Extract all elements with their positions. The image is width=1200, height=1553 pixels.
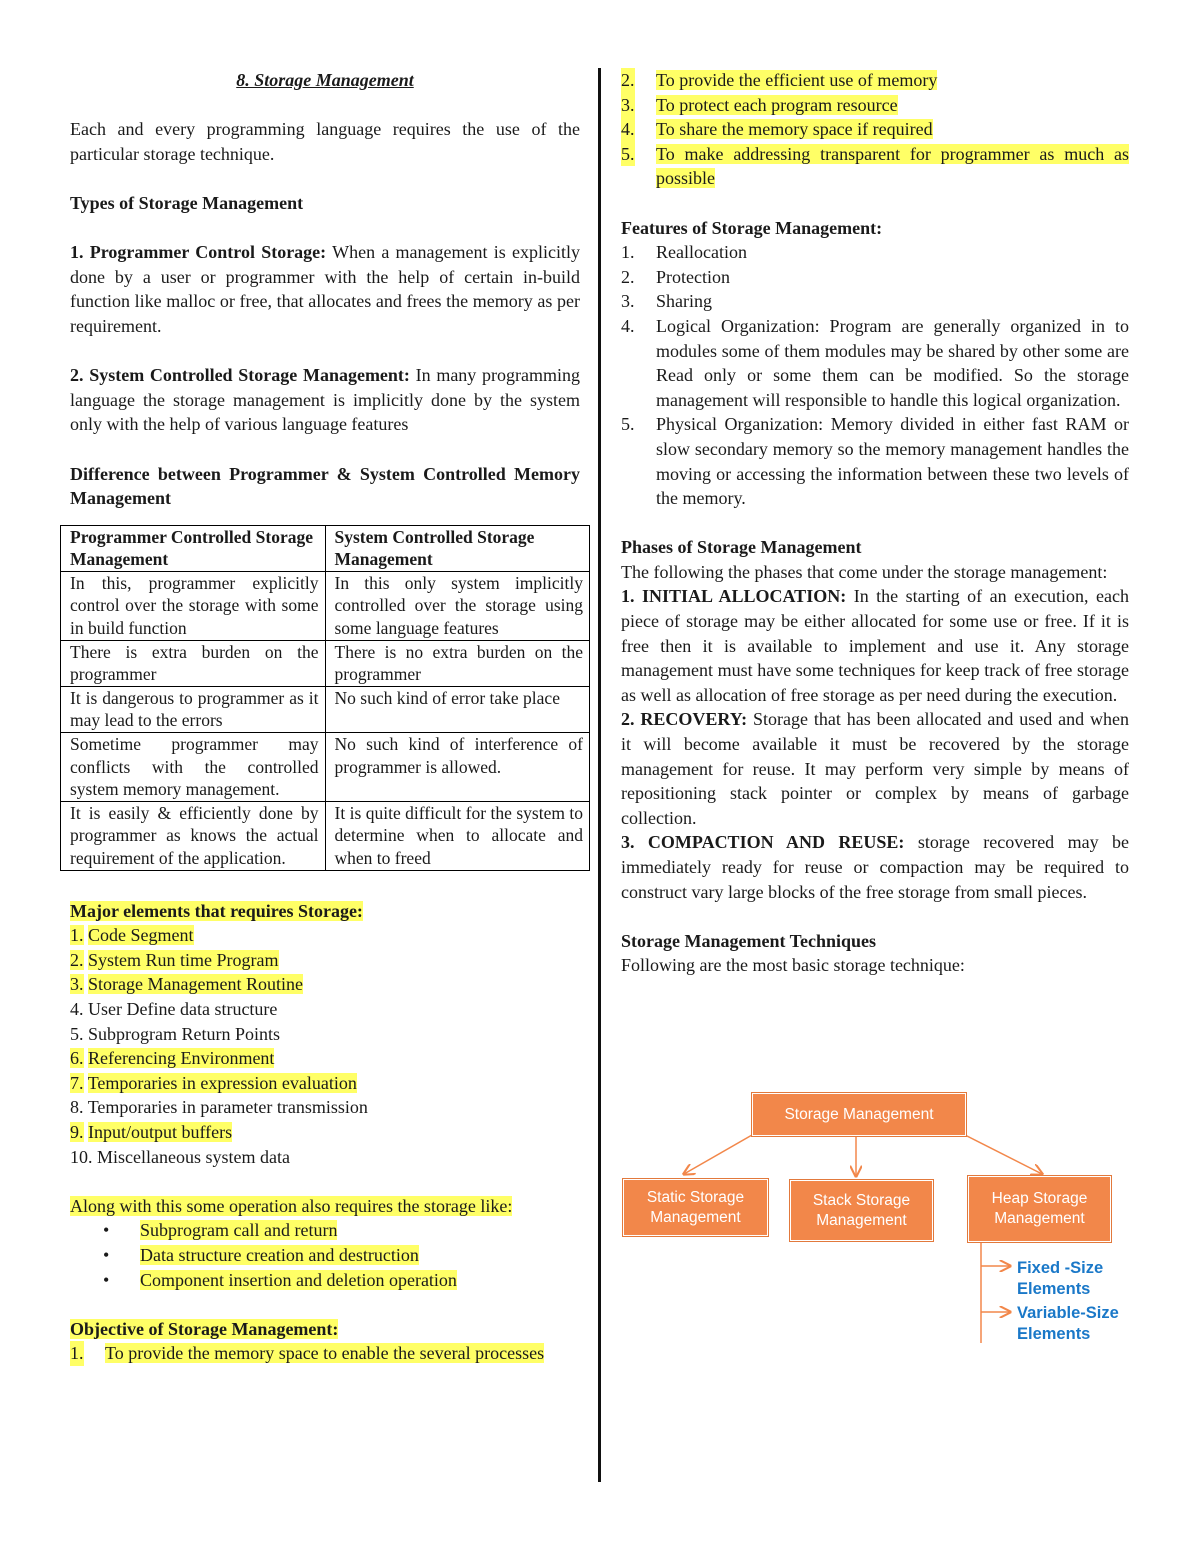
- page-title: 8. Storage Management: [236, 70, 414, 90]
- major-elements-list: [70, 923, 580, 1169]
- list-item: • Data structure creation and destruction: [103, 1244, 419, 1265]
- table-header-cell: System Controlled Storage Management: [325, 525, 590, 571]
- list-item: 1. To provide the memory space to enable the several processes: [70, 1341, 580, 1366]
- list-item: 4. To share the memory space if required: [621, 117, 1129, 142]
- left-column: [70, 68, 583, 1366]
- list-item: • Subprogram call and return: [103, 1220, 338, 1241]
- phase-recovery: 2. RECOVERY: Storage that has been allocated and used and when it will become available it must be recovered by the storage management for reuse. It may perform very simple by means of repositioning stack pointer or complex by means of garbage collection.: [621, 709, 1129, 828]
- table-cell: In this, programmer explicitly control over the storage with some in build function: [61, 571, 326, 640]
- right-column: [621, 68, 1129, 978]
- objective-list: [70, 1341, 580, 1366]
- list-item: 8. Temporaries in parameter transmission: [70, 1097, 368, 1118]
- variable-size-label: Variable-Size Elements: [1017, 1304, 1119, 1343]
- phases-heading: Phases of Storage Management: [621, 537, 862, 558]
- table-row: [61, 686, 590, 732]
- major-elements-heading: Major elements that requires Storage:: [70, 900, 363, 921]
- phases-intro: The following the phases that come under the storage management:: [621, 561, 1108, 582]
- list-item: 3. Sharing: [621, 291, 712, 312]
- list-item: 6. Referencing Environment: [70, 1048, 275, 1069]
- operations-intro: Along with this some operation also requires the storage like:: [70, 1195, 513, 1216]
- column-divider: [598, 68, 601, 1482]
- type-programmer-control: 1. Programmer Control Storage: When a management is explicitly done by a user or programmer with the help of certain in-build function like malloc or free, that allocates and frees the memory as per requirement.: [70, 242, 580, 336]
- stack-storage-box: Stack Storage Management: [790, 1180, 933, 1241]
- list-item: 10. Miscellaneous system data: [70, 1146, 290, 1167]
- list-item: 2. To provide the efficient use of memory: [621, 68, 1129, 93]
- storage-techniques-diagram: [620, 1088, 1140, 1348]
- table-header-cell: Programmer Controlled Storage Management: [61, 525, 326, 571]
- operations-list: [70, 1218, 580, 1292]
- phase-initial-allocation: 1. INITIAL ALLOCATION: In the starting of an execution, each piece of storage may be either allocated for some use or free. If it is free then it is available to implement and use it. Any storage management must have some techniques for keep track of free storage as well as allocation of free storage as per need during the execution.: [621, 586, 1130, 705]
- list-item: 1. Code Segment: [70, 925, 194, 946]
- table-cell: There is extra burden on the programmer: [61, 640, 326, 686]
- features-heading: Features of Storage Management:: [621, 217, 883, 238]
- techniques-heading: Storage Management Techniques: [621, 930, 877, 951]
- table-cell: It is dangerous to programmer as it may lead to the errors: [61, 686, 326, 732]
- fixed-size-label: Fixed -Size Elements: [1017, 1259, 1104, 1298]
- list-item: 1. Reallocation: [621, 242, 747, 263]
- table-row: [61, 571, 590, 640]
- list-item: 3. Storage Management Routine: [70, 974, 303, 995]
- list-item: 2. Protection: [621, 266, 730, 287]
- objective-list-continued: [621, 68, 1129, 191]
- types-heading: Types of Storage Management: [70, 192, 304, 213]
- table-cell: It is quite difficult for the system to determine when to allocate and when to freed: [325, 801, 590, 870]
- table-header-row: [61, 525, 590, 571]
- storage-management-box: Storage Management: [752, 1093, 966, 1136]
- objective-heading: Objective of Storage Management:: [70, 1318, 339, 1339]
- list-item: 4. Logical Organization: Program are generally organized in to modules some of them modules may be shared by other some are Read only or some them can be modified. So the storage management will responsible to handle this logical organization.: [621, 315, 1129, 410]
- intro-paragraph: Each and every programming language requires the use of the particular storage technique.: [70, 119, 580, 164]
- list-item: 3. To protect each program resource: [621, 93, 1129, 118]
- table-cell: No such kind of interference of programmer is allowed.: [325, 733, 590, 802]
- list-item: 5. To make addressing transparent for programmer as much as possible: [621, 143, 1129, 189]
- table-cell: There is no extra burden on the programmer: [325, 640, 590, 686]
- list-item: 9. Input/output buffers: [70, 1121, 233, 1142]
- table-cell: In this only system implicitly controlled over the storage using some language features: [325, 571, 590, 640]
- static-storage-box: Static Storage Management: [623, 1179, 768, 1236]
- list-item: 4. User Define data structure: [70, 998, 278, 1019]
- phase-compaction: 3. COMPACTION AND REUSE: storage recovered may be immediately ready for reuse or compaction may be required to construct vary large blocks of the free storage from small pieces.: [621, 832, 1129, 902]
- type-system-controlled: 2. System Controlled Storage Management: In many programming language the storage management is implicitly done by the system only with the help of various language features: [70, 365, 580, 435]
- list-item: 2. System Run time Program: [70, 949, 279, 970]
- heap-storage-box: Heap Storage Management: [968, 1176, 1111, 1242]
- list-item: 5. Subprogram Return Points: [70, 1023, 280, 1044]
- difference-table: [60, 525, 590, 871]
- features-list: [621, 240, 1129, 511]
- table-cell: No such kind of error take place: [325, 686, 590, 732]
- list-item: • Component insertion and deletion operation: [103, 1269, 457, 1290]
- table-cell: It is easily & efficiently done by programmer as knows the actual requirement of the application.: [61, 801, 326, 870]
- table-row: [61, 640, 590, 686]
- list-item: 7. Temporaries in expression evaluation: [70, 1072, 357, 1093]
- techniques-intro: Following are the most basic storage technique:: [621, 955, 965, 976]
- table-row: [61, 801, 590, 870]
- table-row: [61, 733, 590, 802]
- difference-heading: Difference between Programmer & System Controlled Memory Management: [70, 463, 580, 509]
- list-item: 5. Physical Organization: Memory divided in either fast RAM or slow secondary memory so the memory management handles the moving or accessing the information between these two levels of the memory.: [621, 414, 1129, 509]
- table-cell: Sometime programmer may conflicts with the controlled system memory management.: [61, 733, 326, 802]
